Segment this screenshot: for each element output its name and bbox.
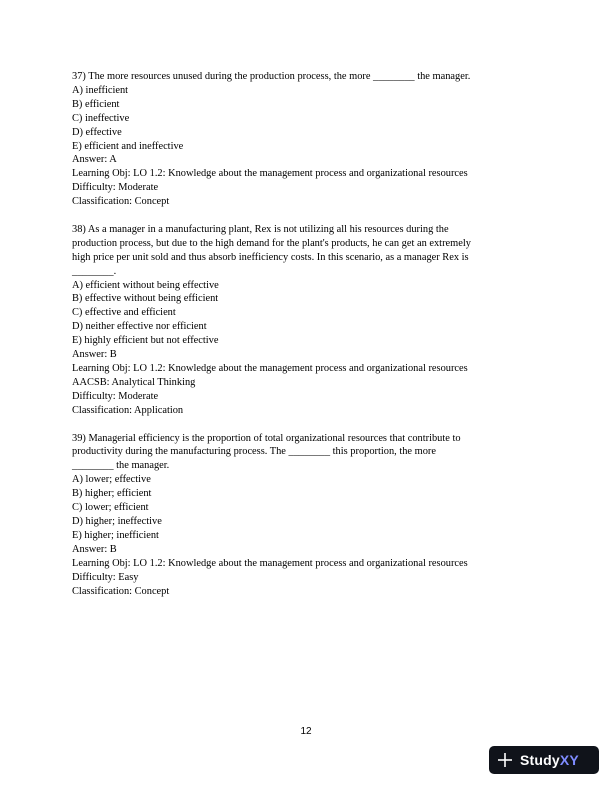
answer-option: E) highly efficient but not effective	[72, 335, 219, 347]
answer-option: A) lower; effective	[72, 474, 151, 486]
question-block	[72, 223, 540, 418]
question-stem-line: ________.	[72, 265, 117, 277]
studyxy-badge[interactable]	[489, 746, 599, 774]
answer-option: A) efficient without being effective	[72, 279, 219, 291]
classification-label: Classification: Application	[72, 404, 184, 416]
aacsb-tag: AACSB: Analytical Thinking	[72, 376, 196, 388]
question-block	[72, 70, 540, 209]
difficulty-level: Difficulty: Easy	[72, 571, 139, 583]
question-stem-line: 38) As a manager in a manufacturing plant, Rex is not utilizing all his resources during the	[72, 223, 449, 235]
answer-key: Answer: B	[72, 543, 117, 555]
page-number: 12	[300, 726, 312, 737]
answer-option: B) higher; efficient	[72, 488, 152, 500]
plus-icon	[496, 751, 514, 769]
answer-key: Answer: A	[72, 154, 117, 166]
answer-option: A) inefficient	[72, 84, 129, 96]
answer-option: D) higher; ineffective	[72, 515, 162, 527]
question-block	[72, 432, 540, 599]
answer-option: C) lower; efficient	[72, 502, 149, 514]
answer-option: C) effective and efficient	[72, 307, 176, 319]
brand-text: Study	[520, 752, 560, 768]
question-list	[72, 70, 540, 612]
brand-name	[520, 752, 579, 768]
answer-option: E) efficient and ineffective	[72, 140, 184, 152]
brand-accent: XY	[559, 752, 579, 768]
question-stem-line: productivity during the manufacturing process. The ________ this proportion, the more	[72, 446, 436, 458]
difficulty-level: Difficulty: Moderate	[72, 390, 159, 402]
answer-option: B) efficient	[72, 98, 120, 110]
learning-objective: Learning Obj: LO 1.2: Knowledge about the management process and organizational resources	[72, 168, 468, 180]
question-stem-line: production process, but due to the high demand for the plant's products, he can get an extremely	[72, 237, 471, 249]
answer-key: Answer: B	[72, 349, 117, 361]
question-stem-line: high price per unit sold and thus absorb inefficiency costs. In this scenario, as a manager Rex is	[72, 251, 469, 263]
question-stem-line: 37) The more resources unused during the production process, the more ________ the manager.	[72, 71, 471, 82]
answer-option: E) higher; inefficient	[72, 529, 159, 541]
learning-objective: Learning Obj: LO 1.2: Knowledge about the management process and organizational resources	[72, 363, 468, 375]
answer-option: D) neither effective nor efficient	[72, 321, 207, 333]
question-stem-line: 39) Managerial efficiency is the proportion of total organizational resources that contribute to	[72, 432, 461, 444]
answer-option: B) effective without being efficient	[72, 293, 219, 305]
question-stem-line: ________ the manager.	[72, 460, 170, 472]
classification-label: Classification: Concept	[72, 196, 170, 208]
classification-label: Classification: Concept	[72, 585, 170, 597]
answer-option: D) effective	[72, 126, 122, 138]
learning-objective: Learning Obj: LO 1.2: Knowledge about the management process and organizational resources	[72, 557, 468, 569]
answer-option: C) ineffective	[72, 112, 130, 124]
difficulty-level: Difficulty: Moderate	[72, 182, 159, 194]
